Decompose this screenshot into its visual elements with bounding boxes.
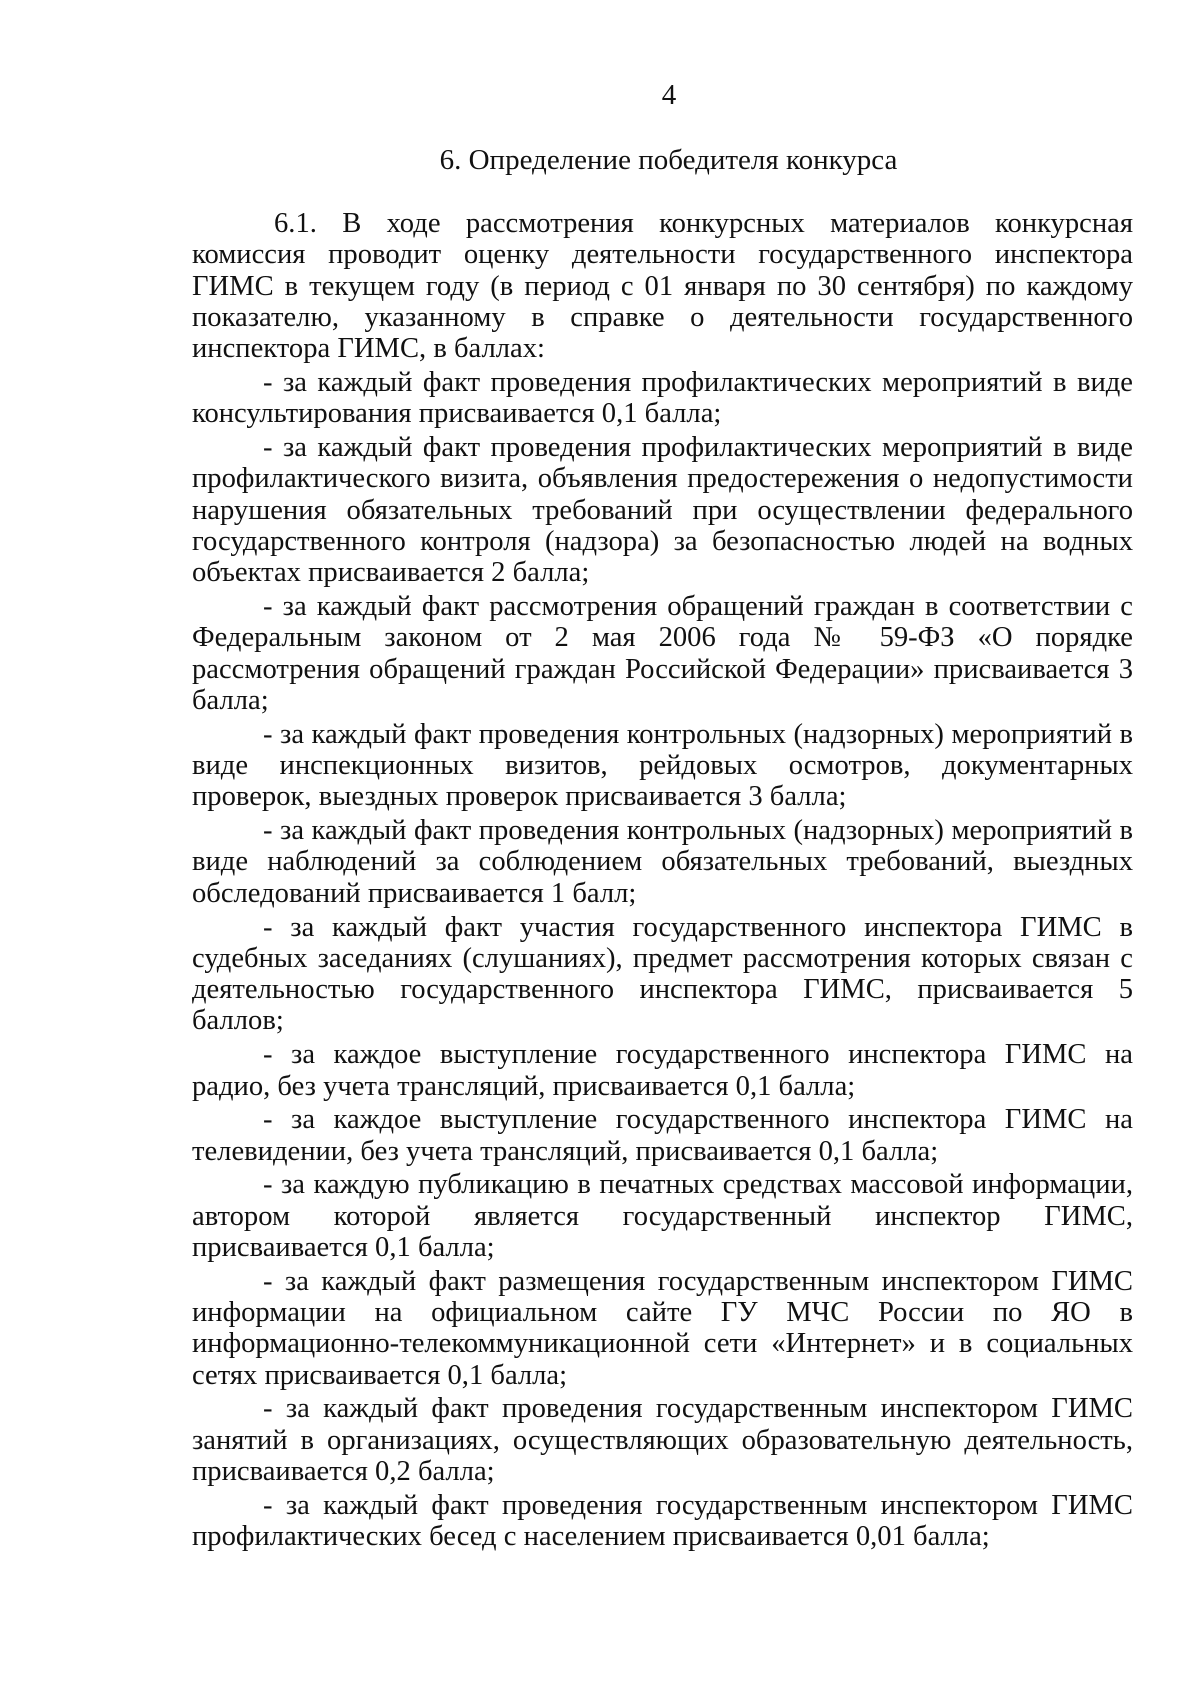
- criterion-public-talks: - за каждый факт проведения государственным инспектором ГИМС профилактических бесед с населением присваивается 0,01 балла;: [192, 1489, 1133, 1553]
- criterion-educational-classes: - за каждый факт проведения государственным инспектором ГИМС занятий в организациях, осуществляющих образовательную деятельность, присваивается 0,2 балла;: [192, 1393, 1133, 1488]
- criterion-observations: - за каждый факт проведения контрольных (надзорных) мероприятий в виде наблюдений за соблюдением обязательных требований, выездных обследований присваивается 1 балл;: [192, 815, 1133, 909]
- criterion-inspection-visits: - за каждый факт проведения контрольных (надзорных) мероприятий в виде инспекционных визитов, рейдовых осмотров, документарных проверок, выездных проверок присваивается 3 балла;: [192, 718, 1133, 813]
- criterion-television: - за каждое выступление государственного инспектора ГИМС на телевидении, без учета трансляций, присваивается 0,1 балла;: [192, 1104, 1133, 1167]
- criterion-citizen-appeals: - за каждый факт рассмотрения обращений граждан в соответствии с Федеральным законом от 2 мая 2006 года № 59-ФЗ «О порядке рассмотрения обращений граждан Российской Федерации» присваивается 3 балла;: [192, 591, 1133, 716]
- criterion-print-media: - за каждую публикацию в печатных средствах массовой информации, автором которой является государственный инспектор ГИМС, присваивается 0,1 балла;: [192, 1169, 1133, 1263]
- criterion-consultation: - за каждый факт проведения профилактических мероприятий в виде консультирования присваивается 0,1 балла;: [192, 366, 1133, 430]
- section-body: [192, 208, 1133, 1555]
- paragraph-6-1-intro: 6.1. В ходе рассмотрения конкурсных материалов конкурсная комиссия проводит оценку деятельности государственного инспектора ГИМС в текущем году (в период с 01 января по 30 сентября) по каждому показателю, указанному в справке о деятельности государственного инспектора ГИМС, в баллах:: [192, 208, 1133, 365]
- criterion-court-hearings: - за каждый факт участия государственного инспектора ГИМС в судебных заседаниях (слушаниях), предмет рассмотрения которых связан с деятельностью государственного инспектора ГИМС, присваивается 5 баллов;: [192, 911, 1133, 1037]
- section-title: 6. Определение победителя конкурса: [439, 144, 898, 176]
- criterion-internet-posting: - за каждый факт размещения государственным инспектором ГИМС информации на официальном сайте ГУ МЧС России по ЯО в информационно-телекоммуникационной сети «Интернет» и в социальных сетях присваивается 0,1 балла;: [192, 1265, 1133, 1391]
- page-number: 4: [661, 79, 677, 111]
- criterion-radio: - за каждое выступление государственного инспектора ГИМС на радио, без учета трансляций, присваивается 0,1 балла;: [192, 1039, 1133, 1102]
- criterion-preventive-visit: - за каждый факт проведения профилактических мероприятий в виде профилактического визита, объявления предостережения о недопустимости нарушения обязательных требований при осуществлении федерального государственного контроля (надзора) за безопасностью людей на водных объектах присваивается 2 балла;: [192, 432, 1133, 589]
